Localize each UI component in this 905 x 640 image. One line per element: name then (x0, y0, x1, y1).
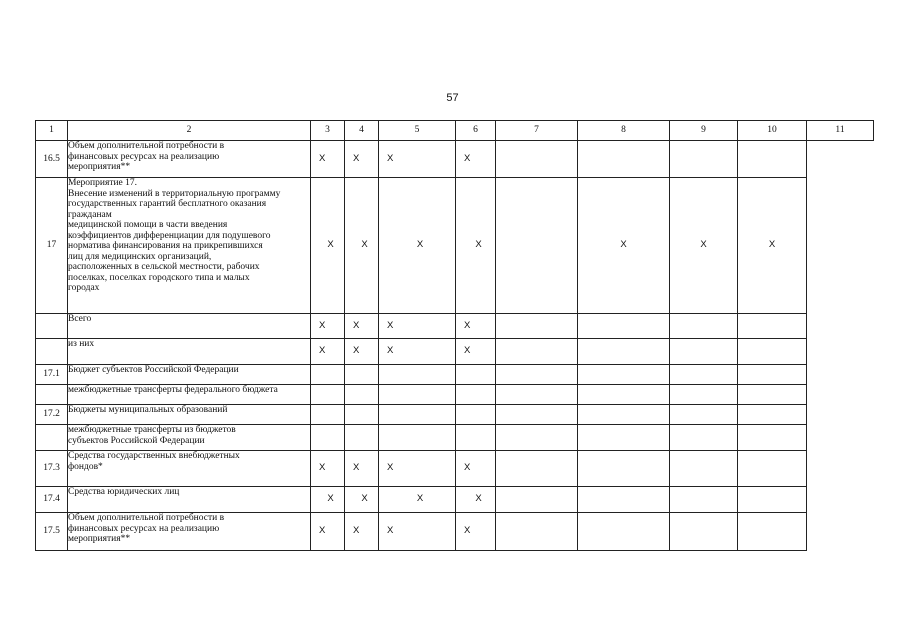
mark-cell: X (379, 314, 456, 339)
mark-cell (578, 425, 670, 451)
description-line: коэффициентов дифференциации для подушевого (68, 230, 271, 241)
table-row (36, 365, 874, 385)
mark-cell (496, 314, 578, 339)
row-description (68, 487, 311, 513)
table-row (36, 385, 874, 405)
table-row (36, 141, 874, 178)
mark-cell (738, 405, 807, 425)
mark-cell (670, 365, 738, 385)
row-number: 17.3 (36, 451, 68, 487)
mark-cell: X (379, 178, 456, 314)
mark-cell (670, 487, 738, 513)
mark-cell (496, 451, 578, 487)
description-line: финансовых ресурсах на реализацию (68, 523, 220, 534)
mark-cell (670, 339, 738, 365)
mark-cell (578, 385, 670, 405)
mark-cell (738, 513, 807, 551)
row-number (36, 385, 68, 405)
description-line: лиц для медицинских организаций, (68, 251, 212, 262)
description-line: мероприятия** (68, 534, 131, 544)
row-number: 17.1 (36, 365, 68, 385)
mark-cell (738, 365, 807, 385)
row-description (68, 178, 311, 314)
mark-cell: X (578, 178, 670, 314)
mark-cell: X (379, 141, 456, 178)
mark-cell (379, 365, 456, 385)
row-description (68, 425, 311, 451)
description-line: межбюджетные трансферты из бюджетов (68, 425, 236, 435)
mark-cell (578, 451, 670, 487)
mark-cell (456, 385, 496, 405)
mark-cell (738, 339, 807, 365)
mark-cell (456, 365, 496, 385)
header-cell: 7 (496, 121, 578, 141)
mark-cell (379, 405, 456, 425)
mark-cell (456, 405, 496, 425)
mark-cell: X (379, 487, 456, 513)
mark-cell (738, 487, 807, 513)
table-row (36, 487, 874, 513)
header-cell: 11 (807, 121, 874, 141)
row-number (36, 339, 68, 365)
description-line: Объем дополнительной потребности в (68, 513, 225, 523)
description-line: гражданам (68, 209, 112, 220)
page-number: 57 (446, 92, 459, 104)
description-line: Средства государственных внебюджетных (68, 451, 240, 461)
row-number (36, 314, 68, 339)
mark-cell (670, 513, 738, 551)
description-line: межбюджетные трансферты федерального бюджета (68, 385, 278, 395)
mark-cell: X (345, 513, 379, 551)
mark-cell: X (345, 487, 379, 513)
mark-cell (345, 365, 379, 385)
table-row (36, 451, 874, 487)
mark-cell (670, 425, 738, 451)
description-line: Средства юридических лиц (68, 487, 180, 497)
mark-cell: X (456, 451, 496, 487)
mark-cell (311, 405, 345, 425)
row-description (68, 365, 311, 385)
mark-cell (496, 141, 578, 178)
table-row (36, 425, 874, 451)
description-line: финансовых ресурсах на реализацию (68, 151, 220, 162)
mark-cell (379, 425, 456, 451)
mark-cell (578, 487, 670, 513)
mark-cell (496, 513, 578, 551)
mark-cell (578, 314, 670, 339)
mark-cell: X (311, 339, 345, 365)
data-table (35, 120, 874, 551)
description-line: норматива финансирования на прикрепившихся (68, 241, 263, 251)
mark-cell (345, 385, 379, 405)
mark-cell (738, 314, 807, 339)
table-row (36, 405, 874, 425)
table-body (36, 121, 874, 551)
mark-cell: X (345, 178, 379, 314)
mark-cell: X (379, 451, 456, 487)
description-line: фондов* (68, 461, 103, 472)
row-number: 17.4 (36, 487, 68, 513)
table-row (36, 178, 874, 314)
mark-cell (496, 425, 578, 451)
mark-cell: X (345, 141, 379, 178)
mark-cell (311, 365, 345, 385)
row-description (68, 513, 311, 551)
mark-cell (670, 385, 738, 405)
mark-cell (496, 385, 578, 405)
description-line: Объем дополнительной потребности в (68, 141, 225, 151)
row-description (68, 314, 311, 339)
description-line: Бюджет субъектов Российской Федерации (68, 365, 239, 375)
mark-cell: X (311, 513, 345, 551)
table-row (36, 314, 874, 339)
table-row (36, 339, 874, 365)
description-line: субъектов Российской Федерации (68, 435, 205, 446)
mark-cell: X (379, 339, 456, 365)
header-cell: 1 (36, 121, 68, 141)
mark-cell (738, 385, 807, 405)
mark-cell: X (345, 314, 379, 339)
header-row (36, 121, 874, 141)
mark-cell: X (456, 314, 496, 339)
header-cell: 9 (670, 121, 738, 141)
header-cell: 6 (456, 121, 496, 141)
mark-cell: X (456, 513, 496, 551)
mark-cell (456, 425, 496, 451)
header-cell: 3 (311, 121, 345, 141)
description-line: Мероприятие 17. (68, 178, 138, 188)
header-cell: 10 (738, 121, 807, 141)
mark-cell: X (311, 451, 345, 487)
mark-cell (738, 425, 807, 451)
mark-cell (670, 451, 738, 487)
table-row (36, 513, 874, 551)
description-line: Всего (68, 314, 92, 324)
description-line: расположенных в сельской местности, рабочих (68, 262, 260, 272)
mark-cell (496, 487, 578, 513)
mark-cell (496, 339, 578, 365)
mark-cell: X (345, 451, 379, 487)
row-number: 17 (36, 178, 68, 314)
mark-cell: X (379, 513, 456, 551)
mark-cell (578, 365, 670, 385)
description-line: мероприятия** (68, 162, 131, 172)
mark-cell (496, 405, 578, 425)
mark-cell (578, 513, 670, 551)
mark-cell (578, 405, 670, 425)
row-description (68, 385, 311, 405)
row-number: 16.5 (36, 141, 68, 178)
mark-cell (311, 425, 345, 451)
mark-cell: X (738, 178, 807, 314)
mark-cell (379, 385, 456, 405)
mark-cell (670, 405, 738, 425)
row-number: 17.2 (36, 405, 68, 425)
mark-cell: X (311, 141, 345, 178)
row-number: 17.5 (36, 513, 68, 551)
description-line: поселках, поселках городского типа и малых (68, 272, 250, 283)
mark-cell: X (456, 141, 496, 178)
description-line: городах (68, 283, 100, 293)
mark-cell (345, 425, 379, 451)
row-description (68, 405, 311, 425)
description-line: Бюджеты муниципальных образований (68, 405, 228, 415)
mark-cell: X (456, 178, 496, 314)
header-cell: 4 (345, 121, 379, 141)
mark-cell: X (456, 339, 496, 365)
mark-cell (670, 314, 738, 339)
description-line: Внесение изменений в территориальную программу (68, 188, 281, 199)
mark-cell: X (311, 487, 345, 513)
mark-cell (670, 141, 738, 178)
row-number (36, 425, 68, 451)
row-description (68, 339, 311, 365)
row-description (68, 451, 311, 487)
header-cell: 5 (379, 121, 456, 141)
header-cell: 8 (578, 121, 670, 141)
mark-cell: X (456, 487, 496, 513)
mark-cell (578, 339, 670, 365)
mark-cell (738, 141, 807, 178)
mark-cell (738, 451, 807, 487)
mark-cell: X (311, 314, 345, 339)
mark-cell: X (311, 178, 345, 314)
row-description (68, 141, 311, 178)
description-line: из них (68, 339, 95, 349)
mark-cell (578, 141, 670, 178)
header-cell: 2 (68, 121, 311, 141)
mark-cell (496, 365, 578, 385)
mark-cell (496, 178, 578, 314)
mark-cell (345, 405, 379, 425)
mark-cell (311, 385, 345, 405)
mark-cell: X (670, 178, 738, 314)
description-line: медицинской помощи в части введения (68, 220, 228, 230)
description-line: государственных гарантий бесплатного оказания (68, 199, 267, 209)
mark-cell: X (345, 339, 379, 365)
